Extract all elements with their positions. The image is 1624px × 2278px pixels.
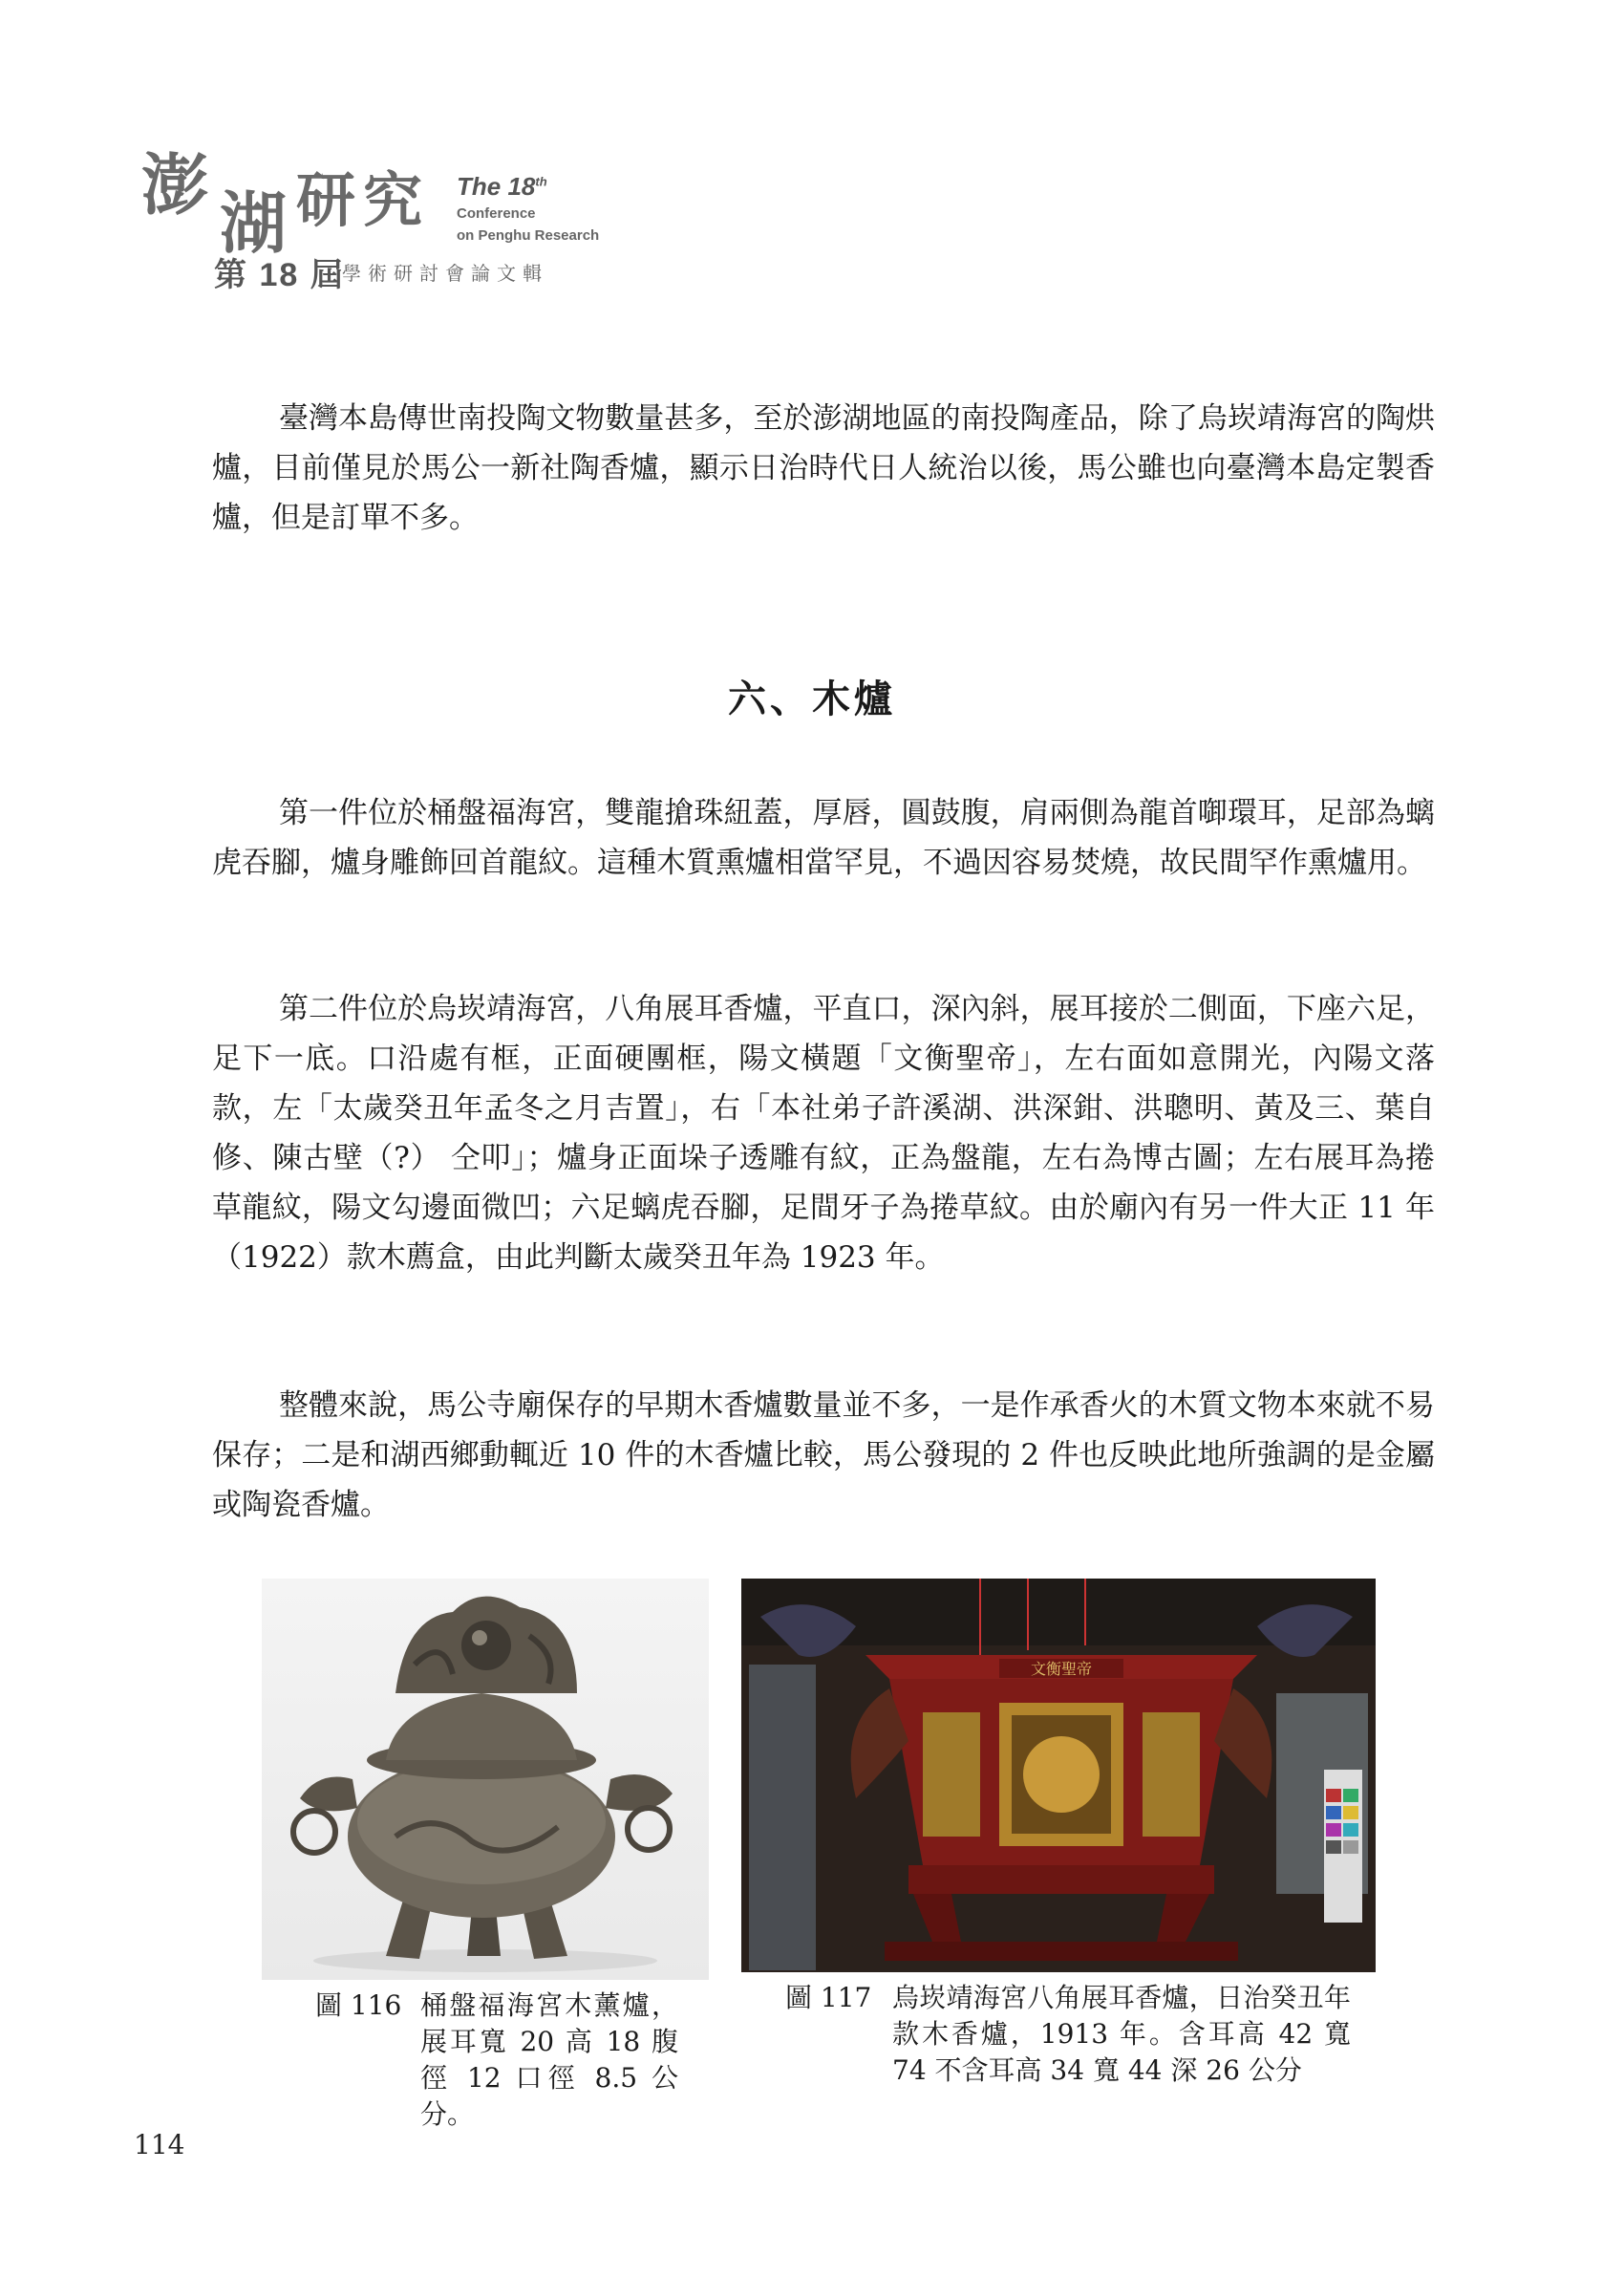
logo-char-4: 究 [363,165,425,235]
conference-subject: on Penghu Research [457,227,600,244]
figure-117-photo [741,1579,1376,1972]
section-title: 六、木爐 [728,677,896,721]
conference-label: Conference [457,205,536,222]
figure-116-number: 圖 116 [315,1989,402,2021]
journal-header [134,132,669,294]
color-checker [1324,1770,1362,1923]
journal-subtitle: 學術研討會論文輯 [342,262,548,285]
paragraph-2: 第一件位於桶盤福海宮，雙龍搶珠紐蓋，厚唇，圓鼓腹，肩兩側為龍首啣環耳，足部為螭虎吞腳，爐身雕飾回首龍紋。這種木質熏爐相當罕見，不過因容易焚燒，故民間罕作熏爐用。 [212,796,1435,880]
paragraph-4: 整體來說，馬公寺廟保存的早期木香爐數量並不多，一是作承香火的木質文物本來就不易保存；二是和湖西鄉動輒近 10 件的木香爐比較，馬公發現的 2 件也反映此地所強調的是金屬或陶瓷香爐。 [212,1388,1435,1522]
paragraph-1: 臺灣本島傳世南投陶文物數量甚多，至於澎湖地區的南投陶產品，除了烏崁靖海宮的陶烘爐，目前僅見於馬公一新社陶香爐，顯示日治時代日人統治以後，馬公雖也向臺灣本島定製香爐，但是訂單不多。 [212,401,1435,535]
figure-116-text: 桶盤福海宮木薰爐，展耳寬 20 高 18 腹徑 12 口徑 8.5 公分。 [420,1989,678,2130]
session-label: 第 18 屆 [214,257,345,293]
paragraph-3: 第二件位於烏崁靖海宮，八角展耳香爐，平直口，深內斜，展耳接於二側面，下座六足，足下一底。口沿處有框，正面硬團框，陽文橫題「文衡聖帝」，左右面如意開光，內陽文落款，左「太歲癸丑年孟冬之月吉置」，右「本社弟子許溪湖、洪深鉗、洪聰明、黃及三、葉自修、陳古壁（?） 仝叩」；爐身正面垛子透雕有紋，正為盤龍，左右為博古圖；左右展耳為捲草龍紋，陽文勾邊面微凹；六足螭虎吞腳，足間牙子為捲草紋。由於廟內有另一件大正 11 年（1922）款木薦盒，由此判斷太歲癸丑年為 1923 年。 [212,992,1435,1275]
logo-char-2: 湖 [220,183,288,263]
figure-117-text: 烏崁靖海宮八角展耳香爐，日治癸丑年款木香爐，1913 年。含耳高 42 寬 74 不含耳高 34 寬 44 深 26 公分 [892,1982,1351,2086]
logo-char-1: 澎 [141,145,210,225]
conference-number: The 18th [457,172,547,201]
temple-burner-illustration [741,1579,1376,1972]
figure-116-photo [262,1579,709,1980]
logo-char-3: 研 [296,165,358,235]
plaque-text: 文衡聖帝 [1030,1660,1093,1678]
censer-illustration [262,1579,709,1980]
figure-117-number: 圖 117 [785,1982,872,2013]
page-number: 114 [134,2129,185,2160]
